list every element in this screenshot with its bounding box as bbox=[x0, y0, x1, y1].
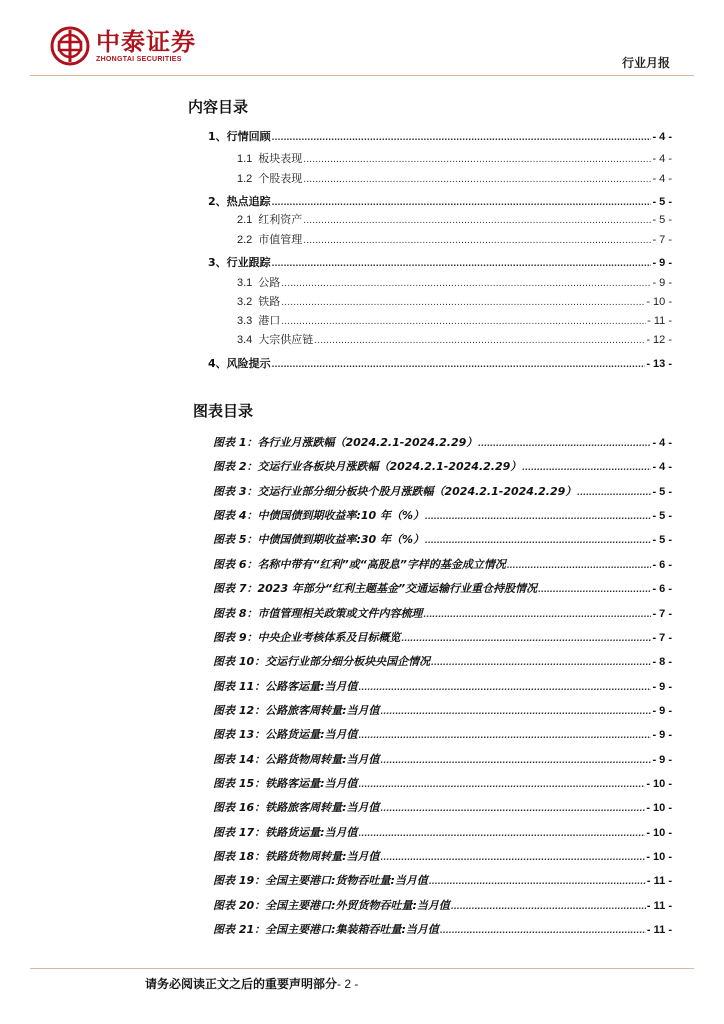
leader-dots bbox=[281, 296, 645, 309]
toc-entry-number: 3.1 bbox=[237, 277, 253, 289]
leader-dots bbox=[381, 851, 646, 864]
figure-entry[interactable] bbox=[213, 777, 672, 791]
figure-entry-page: - 6 - bbox=[652, 583, 672, 596]
figure-entry[interactable] bbox=[213, 436, 672, 450]
leader-dots bbox=[381, 754, 652, 767]
figure-entry-page: - 7 - bbox=[652, 607, 672, 620]
company-logo bbox=[50, 26, 196, 66]
footer-notice-text: 请务必阅读正文之后的重要声明部分 bbox=[145, 977, 338, 991]
figure-entry-label: 图表 12：公路旅客周转量:当月值 bbox=[213, 703, 380, 717]
leader-dots bbox=[272, 358, 646, 371]
leader-dots bbox=[272, 131, 652, 144]
leader-dots bbox=[423, 608, 651, 621]
figure-entry[interactable] bbox=[213, 753, 672, 767]
toc-entry[interactable] bbox=[208, 130, 672, 144]
figure-entry-page: - 4 - bbox=[652, 437, 672, 449]
leader-dots bbox=[359, 778, 646, 791]
toc-entry-page: - 9 - bbox=[652, 257, 672, 269]
figure-entry-page: - 10 - bbox=[646, 826, 672, 839]
figure-list-title: 图表目录 bbox=[193, 402, 254, 420]
figure-entry[interactable] bbox=[213, 850, 672, 864]
leader-dots bbox=[314, 334, 645, 347]
footer-page-number: - 2 - bbox=[337, 977, 359, 991]
figure-entry-page: - 9 - bbox=[652, 704, 672, 717]
figure-entry-label: 图表 18：铁路货物周转量:当月值 bbox=[213, 850, 380, 863]
figure-entry-label: 图表 9：中央企业考核体系及目标概览 bbox=[213, 630, 401, 644]
toc-entry-number: 1.2 bbox=[237, 173, 253, 185]
toc-entry-page: - 7 - bbox=[652, 234, 672, 246]
page-header bbox=[0, 0, 724, 80]
leader-dots bbox=[425, 510, 651, 523]
figure-entry-label: 图表 19：全国主要港口:货物吞吐量:当月值 bbox=[213, 874, 428, 888]
leader-dots bbox=[303, 234, 651, 247]
figure-entry-label: 图表 15：铁路客运量:当月值 bbox=[213, 776, 358, 790]
toc-entry[interactable] bbox=[237, 213, 672, 227]
figure-entry-label: 图表 14：公路货物周转量:当月值 bbox=[213, 752, 380, 766]
figure-entry-page: - 11 - bbox=[646, 875, 672, 888]
figure-entry[interactable] bbox=[213, 826, 672, 840]
toc-entry[interactable] bbox=[237, 172, 672, 186]
leader-dots bbox=[429, 875, 646, 888]
figure-entry-label: 图表 21：全国主要港口:集装箱吞吐量:当月值 bbox=[213, 923, 439, 936]
leader-dots bbox=[272, 257, 652, 270]
toc-entry-page: - 9 - bbox=[652, 277, 672, 289]
figure-entry[interactable] bbox=[213, 923, 672, 937]
leader-dots bbox=[359, 681, 652, 694]
report-type-label: 行业月报 bbox=[621, 56, 670, 70]
toc-entry[interactable] bbox=[208, 357, 672, 371]
figure-entry-label: 图表 13：公路货运量:当月值 bbox=[213, 728, 358, 742]
toc-entry-label: 板块表现 bbox=[258, 152, 303, 165]
figure-entry[interactable] bbox=[213, 631, 672, 645]
footer-disclaimer bbox=[145, 975, 358, 992]
toc-entry-label: 公路 bbox=[258, 276, 281, 289]
figure-entry-page: - 9 - bbox=[652, 680, 672, 693]
toc-entry[interactable] bbox=[237, 314, 672, 328]
toc-entry-label: 3、行业跟踪 bbox=[208, 256, 271, 269]
leader-dots bbox=[507, 559, 652, 572]
toc-entry[interactable] bbox=[237, 152, 672, 166]
toc-entry[interactable] bbox=[237, 333, 672, 347]
figure-entry-label: 图表 1：各行业月涨跌幅（2024.2.1-2024.2.29） bbox=[213, 436, 478, 449]
toc-entry-number: 3.3 bbox=[237, 315, 253, 327]
leader-dots bbox=[272, 196, 652, 209]
leader-dots bbox=[303, 153, 651, 166]
figure-entry-page: - 5 - bbox=[652, 510, 672, 523]
figure-entry-label: 图表 7：2023 年部分“红利主题基金”交通运输行业重仓持股情况 bbox=[213, 582, 538, 596]
figure-entry[interactable] bbox=[213, 558, 672, 572]
toc-entry-label: 大宗供应链 bbox=[258, 333, 314, 346]
toc-entry-number: 3.4 bbox=[237, 334, 253, 346]
leader-dots bbox=[359, 827, 646, 840]
figure-entry[interactable] bbox=[213, 680, 672, 694]
figure-entry-label: 图表 11：公路客运量:当月值 bbox=[213, 679, 358, 693]
toc-entry-number: 3.2 bbox=[237, 296, 253, 308]
leader-dots bbox=[303, 173, 651, 186]
figure-entry-page: - 5 - bbox=[652, 485, 672, 498]
leader-dots bbox=[538, 583, 651, 596]
toc-entry-label: 1、行情回顾 bbox=[208, 130, 271, 143]
toc-entry[interactable] bbox=[208, 256, 672, 270]
leader-dots bbox=[440, 924, 646, 937]
figure-entry-page: - 6 - bbox=[652, 558, 672, 571]
figure-entry[interactable] bbox=[213, 509, 672, 523]
leader-dots bbox=[451, 900, 646, 913]
figure-entry[interactable] bbox=[213, 582, 672, 596]
figure-entry-label: 图表 10：交运行业部分细分板块央国企情况 bbox=[213, 655, 431, 669]
toc-entry-page: - 5 - bbox=[652, 196, 672, 208]
leader-dots bbox=[401, 632, 651, 645]
leader-dots bbox=[577, 486, 651, 499]
leader-dots bbox=[303, 214, 651, 227]
figure-entry[interactable] bbox=[213, 704, 672, 718]
leader-dots bbox=[359, 729, 652, 742]
figure-entry[interactable] bbox=[213, 655, 672, 669]
logo-chinese-name: 中泰证券 bbox=[96, 27, 196, 56]
toc-entry-page: - 4 - bbox=[652, 131, 672, 143]
figure-entry-page: - 4 - bbox=[652, 461, 672, 474]
toc-entry-label: 2、热点追踪 bbox=[208, 195, 271, 208]
header-divider bbox=[30, 75, 694, 76]
figure-entry-page: - 11 - bbox=[646, 924, 672, 936]
figure-entry[interactable] bbox=[213, 874, 672, 888]
figure-entry[interactable] bbox=[213, 801, 672, 815]
toc-entry-page: - 12 - bbox=[646, 334, 672, 346]
toc-entry-label: 市值管理 bbox=[258, 233, 303, 246]
toc-entry-number: 1.1 bbox=[237, 153, 253, 165]
toc-entry[interactable] bbox=[237, 233, 672, 247]
leader-dots bbox=[431, 656, 651, 669]
toc-entry-label: 港口 bbox=[258, 314, 281, 327]
toc-entry-number: 2.2 bbox=[237, 234, 253, 246]
figure-entry[interactable] bbox=[213, 899, 672, 913]
figure-entry-page: - 11 - bbox=[646, 899, 672, 912]
figure-entry-label: 图表 4：中债国债到期收益率:10 年（%） bbox=[213, 509, 425, 523]
figure-entry-page: - 9 - bbox=[652, 729, 672, 742]
figure-entry[interactable] bbox=[213, 533, 672, 547]
leader-dots bbox=[478, 437, 651, 450]
toc-entry[interactable] bbox=[237, 295, 672, 309]
toc-entry-page: - 11 - bbox=[647, 315, 672, 327]
figure-entry[interactable] bbox=[213, 728, 672, 742]
toc-entry-label: 个股表现 bbox=[258, 172, 303, 185]
toc-entry-page: - 5 - bbox=[652, 214, 672, 226]
figure-entry-label: 图表 3：交运行业部分细分板块个股月涨跌幅（2024.2.1-2024.2.29） bbox=[213, 484, 577, 498]
leader-dots bbox=[281, 277, 651, 290]
figure-entry-label: 图表 5：中债国债到期收益率:30 年（%） bbox=[213, 533, 425, 547]
figure-entry-label: 图表 16：铁路旅客周转量:当月值 bbox=[213, 801, 380, 815]
toc-entry-page: - 4 - bbox=[652, 173, 672, 185]
toc-entry[interactable] bbox=[237, 276, 672, 290]
toc-entry-number: 2.1 bbox=[237, 214, 253, 226]
leader-dots bbox=[381, 802, 646, 815]
figure-entry-page: - 7 - bbox=[652, 631, 672, 644]
figure-entry-label: 图表 20：全国主要港口:外贸货物吞吐量:当月值 bbox=[213, 898, 450, 912]
leader-dots bbox=[281, 315, 646, 328]
footer-divider bbox=[30, 968, 694, 969]
figure-entry-label: 图表 8：市值管理相关政策或文件内容梳理 bbox=[213, 606, 423, 620]
leader-dots bbox=[522, 461, 651, 474]
toc-entry-label: 铁路 bbox=[258, 295, 281, 308]
toc-entry-page: - 13 - bbox=[646, 358, 672, 370]
figure-entry-label: 图表 6：名称中带有“红利”或“高股息”字样的基金成立情况 bbox=[213, 557, 506, 571]
figure-entry-page: - 10 - bbox=[646, 851, 672, 863]
figure-entry-page: - 9 - bbox=[652, 753, 672, 766]
figure-entry[interactable] bbox=[213, 485, 672, 499]
figure-entry[interactable] bbox=[213, 607, 672, 621]
leader-dots bbox=[425, 534, 651, 547]
figure-entry[interactable] bbox=[213, 460, 672, 474]
toc-title: 内容目录 bbox=[188, 98, 249, 116]
toc-entry[interactable] bbox=[208, 195, 672, 209]
leader-dots bbox=[381, 705, 652, 718]
figure-entry-page: - 5 - bbox=[652, 534, 672, 547]
toc-entry-page: - 4 - bbox=[652, 153, 672, 165]
figure-entry-page: - 10 - bbox=[646, 802, 672, 815]
figure-entry-page: - 10 - bbox=[646, 777, 672, 790]
toc-entry-page: - 10 - bbox=[646, 296, 672, 308]
figure-entry-label: 图表 2：交运行业各板块月涨跌幅（2024.2.1-2024.2.29） bbox=[213, 460, 522, 474]
figure-entry-label: 图表 17：铁路货运量:当月值 bbox=[213, 825, 358, 839]
zhongtai-logo-icon bbox=[50, 26, 90, 66]
logo-english-name: ZHONGTAI SECURITIES bbox=[96, 55, 182, 63]
toc-entry-label: 4、风险提示 bbox=[208, 357, 271, 370]
toc-entry-label: 红利资产 bbox=[258, 213, 303, 226]
figure-entry-page: - 8 - bbox=[652, 656, 672, 669]
